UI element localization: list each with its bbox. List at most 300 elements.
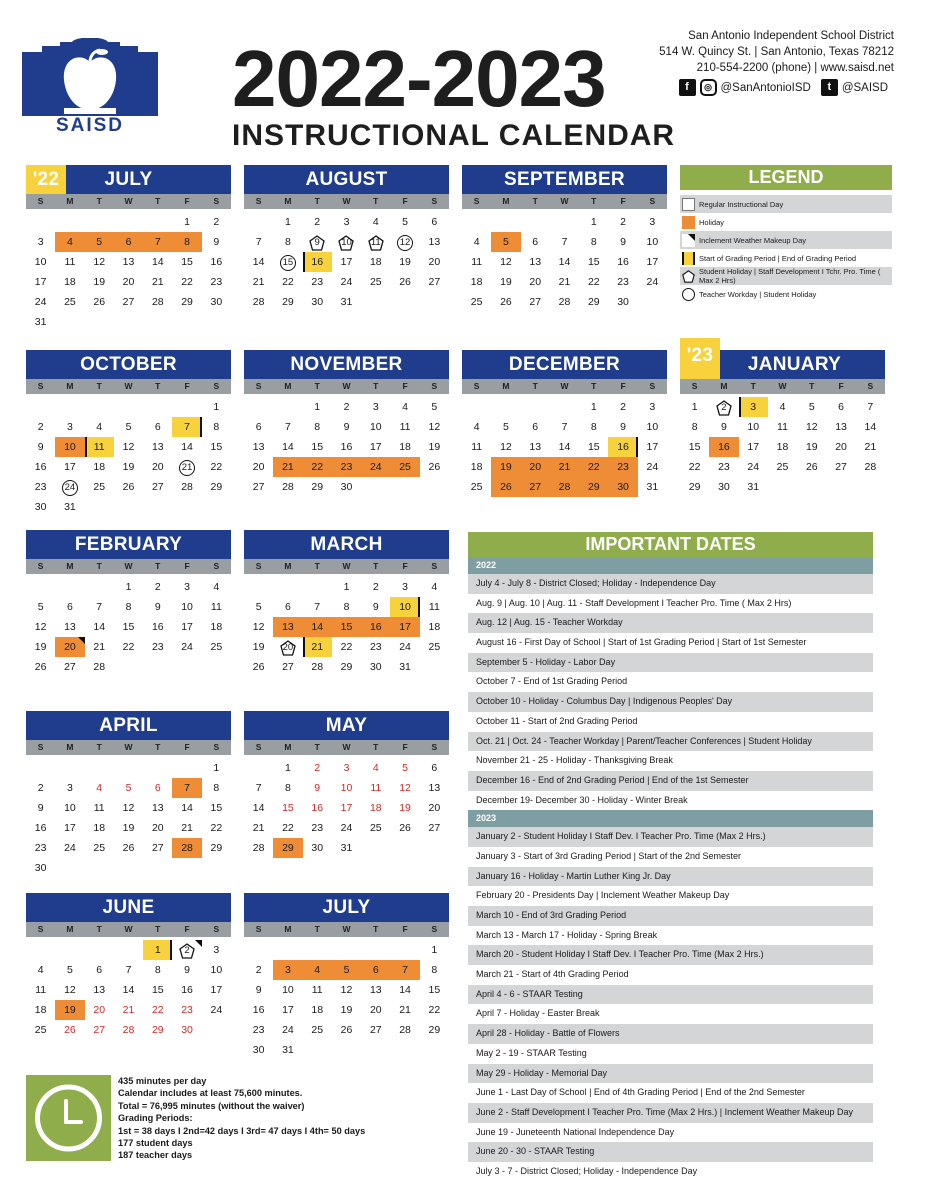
calendar-day: 5 bbox=[67, 964, 73, 976]
calendar-day: 7 bbox=[172, 417, 201, 437]
calendar-day: 18 bbox=[369, 802, 382, 814]
calendar-day: 19 bbox=[399, 802, 411, 814]
weekday-label: F bbox=[402, 924, 408, 934]
calendar-day: 16 bbox=[311, 802, 324, 814]
calendar-day: 8 bbox=[285, 782, 291, 794]
weekday-label: S bbox=[37, 924, 44, 934]
calendar-day: 21 bbox=[172, 457, 201, 477]
calendar-day: 16 bbox=[151, 621, 164, 633]
weekday-label: F bbox=[184, 381, 190, 391]
calendar-day: 24 bbox=[340, 822, 353, 834]
calendar-day: 23 bbox=[617, 276, 629, 288]
weekday-label: W bbox=[342, 196, 351, 206]
important-date-item: December 19- December 30 - Holiday - Winter Break bbox=[476, 794, 688, 805]
calendar-day: 9 bbox=[213, 236, 220, 248]
weekday-label: T bbox=[373, 196, 379, 206]
calendar-day: 26 bbox=[252, 661, 265, 673]
calendar-day: 5 bbox=[491, 232, 520, 252]
calendar-day: 4 bbox=[372, 216, 379, 228]
calendar-day: 3 bbox=[343, 216, 350, 228]
calendar-day: 7 bbox=[285, 421, 291, 433]
calendar-day: 2 bbox=[314, 762, 321, 774]
calendar-day: 25 bbox=[210, 641, 223, 653]
calendar-day: 10 bbox=[747, 421, 760, 433]
calendar-day: 8 bbox=[285, 236, 291, 248]
month-name: JULY bbox=[104, 169, 153, 190]
calendar-day: 7 bbox=[143, 232, 172, 252]
important-date-item: February 20 - Presidents Day | Inclement Weather Makeup Day bbox=[476, 890, 730, 901]
month-name: JULY bbox=[322, 897, 371, 918]
day-grid bbox=[26, 397, 231, 517]
empty-day bbox=[332, 940, 361, 960]
month-calendar bbox=[26, 350, 231, 517]
calendar-day: 28 bbox=[550, 477, 579, 497]
calendar-day: 16 bbox=[361, 617, 390, 637]
calendar-day: 4 bbox=[96, 421, 103, 433]
calendar-day: 10 bbox=[282, 984, 294, 996]
calendar-day: 9 bbox=[37, 802, 44, 814]
calendar-day: 21 bbox=[303, 637, 332, 657]
calendar-day: 15 bbox=[311, 441, 324, 453]
district-info bbox=[659, 28, 894, 96]
calendar-day: 25 bbox=[34, 1024, 47, 1036]
empty-day bbox=[273, 577, 302, 597]
month-name: APRIL bbox=[99, 715, 158, 736]
calendar-day: 15 bbox=[122, 621, 135, 633]
calendar-day: 25 bbox=[470, 296, 483, 308]
calendar-day: 28 bbox=[172, 838, 201, 858]
calendar-day: 1 bbox=[314, 401, 321, 413]
weekday-label: T bbox=[96, 381, 102, 391]
calendar-day: 3 bbox=[649, 401, 656, 413]
calendar-day: 8 bbox=[343, 601, 350, 613]
calendar-day: 21 bbox=[273, 457, 302, 477]
calendar-day: 27 bbox=[428, 822, 441, 834]
month-header bbox=[462, 165, 667, 194]
weekday-label: S bbox=[649, 381, 656, 391]
calendar-day: 19 bbox=[55, 1000, 84, 1020]
calendar-day: 19 bbox=[428, 441, 441, 453]
calendar-day: 21 bbox=[181, 822, 193, 834]
calendar-day: 3 bbox=[372, 401, 379, 413]
month-name: FEBRUARY bbox=[74, 534, 183, 555]
calendar-day: 2 bbox=[709, 397, 738, 417]
calendar-day: 2 bbox=[37, 782, 44, 794]
empty-day bbox=[26, 212, 55, 232]
calendar-day: 27 bbox=[529, 296, 542, 308]
weekday-label: S bbox=[37, 561, 44, 571]
calendar-day: 17 bbox=[64, 461, 76, 473]
calendar-day: 3 bbox=[213, 944, 220, 956]
month-header bbox=[26, 530, 231, 559]
weekday-label: W bbox=[342, 924, 351, 934]
calendar-day: 19 bbox=[340, 1004, 353, 1016]
calendar-day: 27 bbox=[369, 1024, 382, 1036]
month-name: JUNE bbox=[102, 897, 155, 918]
calendar-day: 7 bbox=[125, 964, 132, 976]
important-date-item: March 10 - End of 3rd Grading Period bbox=[468, 906, 873, 926]
calendar-day: 25 bbox=[369, 276, 382, 288]
calendar-day: 3 bbox=[37, 236, 44, 248]
weekday-label: F bbox=[184, 561, 190, 571]
important-dates bbox=[468, 532, 873, 1182]
important-date-item: July 3 - 7 - District Closed; Holiday - Independence Day bbox=[476, 1165, 698, 1176]
calendar-day: 17 bbox=[747, 441, 760, 453]
calendar-day: 20 bbox=[151, 822, 164, 834]
calendar-day: 12 bbox=[122, 441, 135, 453]
month-name: SEPTEMBER bbox=[504, 169, 625, 190]
weekday-header bbox=[244, 559, 449, 574]
month-name: OCTOBER bbox=[80, 354, 177, 375]
calendar-day: 3 bbox=[67, 782, 73, 794]
weekday-label: S bbox=[255, 561, 262, 571]
weekday-header bbox=[462, 194, 667, 209]
calendar-day: 12 bbox=[500, 441, 512, 453]
calendar-day: 5 bbox=[503, 421, 509, 433]
calendar-day: 11 bbox=[64, 256, 76, 268]
calendar-day: 25 bbox=[776, 461, 789, 473]
month-calendar bbox=[462, 165, 667, 312]
calendar-day: 31 bbox=[399, 661, 411, 673]
calendar-day: 23 bbox=[369, 641, 382, 653]
calendar-day: 7 bbox=[255, 782, 262, 794]
month-calendar bbox=[462, 350, 667, 497]
calendar-day: 2 bbox=[620, 401, 626, 413]
empty-day bbox=[26, 940, 55, 960]
calendar-day: 14 bbox=[399, 984, 411, 996]
empty-day bbox=[55, 758, 84, 778]
calendar-day: 22 bbox=[688, 461, 701, 473]
weekday-label: S bbox=[213, 196, 220, 206]
calendar-day: 24 bbox=[210, 1004, 223, 1016]
weekday-label: T bbox=[314, 561, 320, 571]
empty-day bbox=[462, 397, 491, 417]
calendar-day: 19 bbox=[34, 641, 47, 653]
legend-swatch-regular bbox=[682, 198, 695, 211]
calendar-day: 6 bbox=[285, 601, 291, 613]
weekday-label: F bbox=[620, 381, 626, 391]
month-header bbox=[244, 893, 449, 922]
weekday-label: S bbox=[213, 381, 220, 391]
pentagon-icon bbox=[682, 270, 695, 283]
calendar-day: 5 bbox=[125, 421, 132, 433]
calendar-day: 17 bbox=[390, 617, 419, 637]
calendar-day: 6 bbox=[532, 421, 539, 433]
calendar-day: 14 bbox=[181, 802, 193, 814]
calendar-day: 28 bbox=[181, 481, 193, 493]
calendar-day: 14 bbox=[864, 421, 877, 433]
important-date-item: January 16 - Holiday - Martin Luther King Jr. Day bbox=[468, 867, 873, 887]
weekday-label: S bbox=[255, 381, 262, 391]
weekday-label: M bbox=[284, 742, 292, 752]
calendar-day: 23 bbox=[311, 822, 324, 834]
calendar-day: 29 bbox=[210, 842, 223, 854]
calendar-day: 26 bbox=[399, 822, 411, 834]
calendar-day: 4 bbox=[473, 236, 480, 248]
month-header bbox=[680, 345, 885, 379]
calendar-day: 14 bbox=[303, 617, 332, 637]
calendar-day: 13 bbox=[151, 441, 164, 453]
calendar-day: 29 bbox=[340, 661, 353, 673]
empty-day bbox=[273, 397, 302, 417]
calendar-day: 10 bbox=[340, 782, 353, 794]
weekday-label: W bbox=[124, 196, 133, 206]
calendar-day: 26 bbox=[340, 1024, 353, 1036]
empty-day bbox=[114, 212, 143, 232]
empty-day bbox=[244, 577, 273, 597]
calendar-day: 18 bbox=[93, 822, 106, 834]
weekday-header bbox=[26, 740, 231, 755]
month-calendar bbox=[244, 711, 449, 858]
calendar-day: 16 bbox=[181, 984, 193, 996]
calendar-day: 24 bbox=[361, 457, 390, 477]
calendar-day: 25 bbox=[93, 481, 106, 493]
empty-day bbox=[114, 758, 143, 778]
calendar-day: 10 bbox=[64, 802, 76, 814]
calendar-day: 16 bbox=[34, 822, 47, 834]
weekday-label: T bbox=[373, 924, 379, 934]
calendar-day: 29 bbox=[181, 296, 193, 308]
month-name: AUGUST bbox=[305, 169, 388, 190]
calendar-day: 14 bbox=[252, 802, 265, 814]
saisd-logo bbox=[20, 38, 160, 136]
calendar-day: 23 bbox=[151, 641, 164, 653]
circle-icon bbox=[682, 288, 695, 301]
calendar-day: 24 bbox=[646, 461, 659, 473]
weekday-label: M bbox=[502, 381, 510, 391]
social-handle-primary[interactable]: @SanAntonioISD bbox=[720, 81, 811, 94]
calendar-day: 7 bbox=[172, 778, 201, 798]
calendar-day: 23 bbox=[34, 481, 47, 493]
important-dates-title: IMPORTANT DATES bbox=[468, 532, 873, 557]
calendar-day: 11 bbox=[35, 984, 47, 996]
weekday-label: W bbox=[778, 381, 787, 391]
important-date-item: April 7 - Holiday - Easter Break bbox=[476, 1008, 600, 1019]
weekday-label: T bbox=[373, 561, 379, 571]
calendar-day: 18 bbox=[210, 621, 223, 633]
weekday-label: S bbox=[37, 196, 44, 206]
calendar-day: 23 bbox=[608, 457, 637, 477]
calendar-day: 18 bbox=[776, 441, 789, 453]
weekday-label: F bbox=[184, 742, 190, 752]
calendar-day: 20 bbox=[369, 1004, 382, 1016]
calendar-day: 6 bbox=[431, 216, 438, 228]
calendar-day: 14 bbox=[122, 984, 135, 996]
calendar-day: 25 bbox=[64, 296, 76, 308]
important-date-item: October 11 - Start of 2nd Grading Period bbox=[476, 715, 638, 726]
calendar-day: 9 bbox=[154, 601, 161, 613]
social-handle-secondary[interactable]: @SAISD bbox=[841, 81, 888, 94]
calendar-day: 13 bbox=[151, 802, 164, 814]
calendar-day: 17 bbox=[340, 256, 353, 268]
weekday-label: M bbox=[284, 381, 292, 391]
calendar-day: 21 bbox=[864, 441, 877, 453]
weekday-header bbox=[26, 922, 231, 937]
calendar-day: 9 bbox=[184, 964, 190, 976]
day-grid bbox=[462, 397, 667, 497]
important-date-item: Oct. 21 | Oct. 24 - Teacher Workday | Parent/Teacher Conferences | Student Holiday bbox=[468, 732, 873, 752]
calendar-day: 17 bbox=[340, 802, 353, 814]
calendar-day: 4 bbox=[473, 421, 480, 433]
calendar-day: 1 bbox=[590, 401, 597, 413]
weekday-label: W bbox=[342, 742, 351, 752]
calendar-day: 13 bbox=[93, 984, 106, 996]
calendar-day: 5 bbox=[431, 401, 438, 413]
calendar-day: 3 bbox=[649, 216, 656, 228]
calendar-day: 29 bbox=[688, 481, 701, 493]
calendar-day: 15 bbox=[151, 984, 164, 996]
weekday-label: W bbox=[124, 742, 133, 752]
weekday-label: T bbox=[155, 742, 161, 752]
instagram-icon[interactable]: ◎ bbox=[700, 79, 717, 96]
weekday-label: W bbox=[124, 561, 133, 571]
weekday-label: F bbox=[838, 381, 844, 391]
calendar-day: 13 bbox=[529, 441, 542, 453]
calendar-day: 19 bbox=[805, 441, 818, 453]
calendar-day: 3 bbox=[273, 960, 302, 980]
calendar-day: 11 bbox=[93, 802, 105, 814]
calendar-day: 2 bbox=[154, 581, 161, 593]
calendar-day: 31 bbox=[747, 481, 760, 493]
legend-item: Teacher Workday | Student Holiday bbox=[680, 285, 892, 303]
calendar-day: 24 bbox=[55, 477, 84, 497]
weekday-label: S bbox=[431, 742, 438, 752]
weekday-label: W bbox=[560, 196, 569, 206]
weekday-label: F bbox=[402, 381, 408, 391]
calendar-day: 20 bbox=[428, 802, 441, 814]
empty-day bbox=[26, 758, 55, 778]
calendar-day: 26 bbox=[34, 661, 47, 673]
legend-item: Holiday bbox=[680, 213, 892, 231]
empty-day bbox=[85, 577, 114, 597]
calendar-day: 28 bbox=[399, 1024, 411, 1036]
logo-text: SAISD bbox=[55, 115, 125, 136]
calendar-day: 21 bbox=[550, 457, 579, 477]
year-heading: 2022 bbox=[468, 557, 873, 574]
month-header bbox=[26, 350, 231, 379]
calendar-day: 18 bbox=[428, 621, 441, 633]
facebook-icon[interactable]: f bbox=[679, 79, 696, 96]
calendar-day: 29 bbox=[579, 477, 608, 497]
calendar-day: 26 bbox=[805, 461, 818, 473]
day-grid bbox=[244, 577, 449, 677]
day-grid bbox=[244, 758, 449, 858]
calendar-day: 16 bbox=[709, 437, 738, 457]
calendar-day: 1 bbox=[125, 581, 132, 593]
dates-list-2023 bbox=[468, 827, 873, 1181]
important-date-item: June 20 - 30 - STAAR Testing bbox=[468, 1142, 873, 1162]
calendar-day: 8 bbox=[172, 232, 201, 252]
weekday-label: S bbox=[431, 924, 438, 934]
weekday-label: T bbox=[591, 381, 597, 391]
month-calendar bbox=[26, 165, 231, 332]
empty-day bbox=[273, 940, 302, 960]
district-contact[interactable]: 210-554-2200 (phone) | www.saisd.net bbox=[696, 62, 894, 74]
day-grid bbox=[244, 397, 449, 497]
month-header bbox=[244, 350, 449, 379]
calendar-day: 3 bbox=[739, 397, 768, 417]
month-calendar bbox=[244, 165, 449, 312]
calendar-day: 31 bbox=[64, 501, 76, 513]
calendar-day: 12 bbox=[399, 782, 411, 794]
weekday-label: T bbox=[532, 381, 538, 391]
calendar-day: 16 bbox=[303, 252, 332, 272]
calendar-day: 6 bbox=[114, 232, 143, 252]
weekday-label: W bbox=[124, 924, 133, 934]
calendar-day: 9 bbox=[620, 236, 626, 248]
calendar-day: 30 bbox=[340, 481, 353, 493]
important-date-item: June 1 - Last Day of School | End of 4th Grading Period | End of the 2nd Semester bbox=[476, 1087, 805, 1098]
calendar-day: 30 bbox=[34, 862, 47, 874]
empty-day bbox=[491, 397, 520, 417]
calendar-day: 30 bbox=[181, 1024, 193, 1036]
calendar-day: 5 bbox=[402, 216, 408, 228]
empty-day bbox=[26, 577, 55, 597]
weekday-label: T bbox=[591, 196, 597, 206]
calendar-day: 24 bbox=[34, 296, 47, 308]
weekday-label: T bbox=[314, 381, 320, 391]
calendar-day: 8 bbox=[691, 421, 698, 433]
dates-list-2022 bbox=[468, 574, 873, 810]
calendar-day: 13 bbox=[273, 617, 302, 637]
weekday-header bbox=[244, 379, 449, 394]
empty-day bbox=[26, 397, 55, 417]
empty-day bbox=[244, 758, 273, 778]
calendar-day: 26 bbox=[93, 296, 106, 308]
calendar-day: 2 bbox=[255, 964, 262, 976]
calendar-day: 5 bbox=[125, 782, 132, 794]
day-grid bbox=[26, 212, 231, 332]
year-heading: 2023 bbox=[468, 810, 873, 827]
clock-icon bbox=[26, 1075, 111, 1161]
important-date-item: April 4 - 6 - STAAR Testing bbox=[468, 985, 873, 1005]
important-date-item: August 16 - First Day of School | Start of 1st Grading Period | Start of 1st Semester bbox=[476, 637, 807, 648]
calendar-day: 10 bbox=[34, 256, 47, 268]
calendar-day: 8 bbox=[213, 782, 220, 794]
calendar-day: 19 bbox=[93, 276, 106, 288]
calendar-day: 6 bbox=[154, 421, 161, 433]
month-header bbox=[26, 711, 231, 740]
calendar-day: 4 bbox=[37, 964, 44, 976]
twitter-icon[interactable]: t bbox=[821, 79, 838, 96]
empty-day bbox=[550, 212, 579, 232]
calendar-day: 20 bbox=[428, 256, 441, 268]
calendar-day: 25 bbox=[470, 481, 483, 493]
calendar-day: 12 bbox=[390, 232, 419, 252]
empty-day bbox=[55, 577, 84, 597]
calendar-day: 15 bbox=[282, 802, 294, 814]
calendar-day: 11 bbox=[311, 984, 323, 996]
legend-swatch-holiday bbox=[682, 216, 695, 229]
calendar-day: 4 bbox=[96, 782, 103, 794]
calendar-day: 7 bbox=[561, 236, 568, 248]
calendar-day: 28 bbox=[252, 296, 265, 308]
calendar-day: 22 bbox=[428, 1004, 441, 1016]
calendar-day: 29 bbox=[311, 481, 324, 493]
calendar-day: 7 bbox=[561, 421, 568, 433]
weekday-header bbox=[244, 194, 449, 209]
weekday-label: W bbox=[342, 561, 351, 571]
month-calendar bbox=[244, 350, 449, 497]
calendar-day: 4 bbox=[372, 762, 379, 774]
month-header bbox=[244, 165, 449, 194]
calendar-day: 24 bbox=[340, 276, 353, 288]
day-grid bbox=[26, 758, 231, 878]
calendar-day: 4 bbox=[303, 960, 332, 980]
calendar-day: 10 bbox=[390, 597, 419, 617]
calendar-day: 9 bbox=[314, 782, 321, 794]
empty-day bbox=[491, 212, 520, 232]
